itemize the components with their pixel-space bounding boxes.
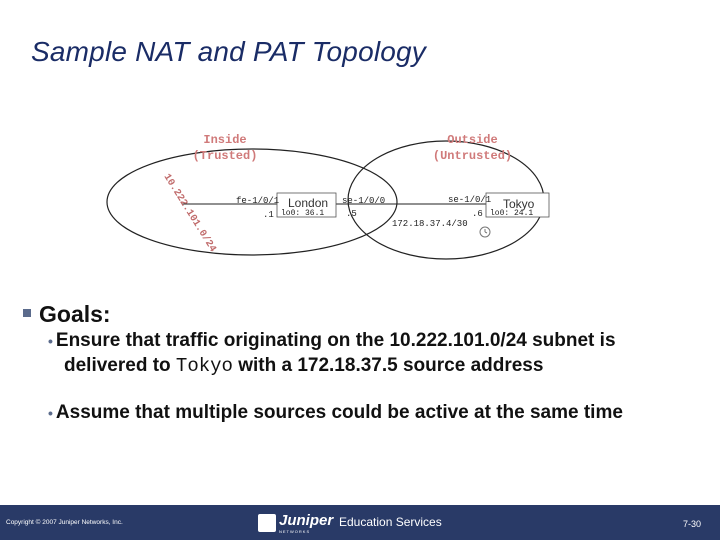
- goal-bullet-1-code: Tokyo: [175, 354, 233, 377]
- tokyo-router-name: Tokyo: [503, 197, 535, 211]
- london-wan-host: .5: [346, 209, 357, 219]
- london-wan-interface: se-1/0/0: [342, 196, 386, 206]
- dot-bullet-icon: •: [48, 333, 53, 349]
- goal-bullet-1-pre: Ensure that traffic originating on the 10.222.101.0/24 subnet is delivered to: [55, 330, 616, 376]
- outside-zone-line1: Outside: [447, 133, 498, 147]
- goal-bullet-1: [48, 329, 704, 378]
- juniper-logo-icon: [258, 514, 276, 532]
- outside-zone-label: [430, 132, 515, 164]
- goal-bullet-1-post: with a 172.18.37.5 source address: [232, 354, 544, 376]
- inside-zone-line1: Inside: [203, 133, 247, 147]
- tokyo-loopback: lo0: 24.1: [490, 209, 534, 218]
- tokyo-wan-interface: se-1/0/1: [448, 195, 492, 205]
- square-bullet-icon: [23, 309, 31, 317]
- dot-bullet-icon: •: [48, 405, 53, 421]
- goals-heading: [23, 301, 111, 328]
- wan-link-subnet: 172.18.37.4/30: [392, 219, 468, 229]
- slide-title: Sample NAT and PAT Topology: [31, 36, 427, 67]
- london-loopback: lo0: 36.1: [281, 209, 325, 218]
- goal-bullet-2: [48, 401, 704, 426]
- page-number: 7-30: [683, 519, 702, 529]
- juniper-logo-text: Juniper: [279, 512, 334, 529]
- london-lan-host: .1: [263, 210, 274, 220]
- outside-zone-line2: (Untrusted): [432, 149, 513, 163]
- london-router-name: London: [288, 196, 329, 210]
- inside-zone-label: [190, 132, 260, 164]
- tokyo-wan-host: .6: [472, 209, 483, 219]
- education-services-label: Education Services: [339, 515, 442, 529]
- juniper-logo-subtext: NETWORKS: [279, 529, 311, 534]
- subnet-label: 10.222.101.0/24: [160, 172, 218, 255]
- goal-bullet-2-text: Assume that multiple sources could be active at the same time: [55, 402, 623, 423]
- inside-zone-line2: (Trusted): [192, 149, 258, 163]
- london-lan-interface: fe-1/0/1: [236, 196, 280, 206]
- goals-heading-text: Goals:: [39, 301, 111, 327]
- copyright-text: Copyright © 2007 Juniper Networks, Inc.: [6, 519, 123, 526]
- clock-icon: [480, 227, 490, 237]
